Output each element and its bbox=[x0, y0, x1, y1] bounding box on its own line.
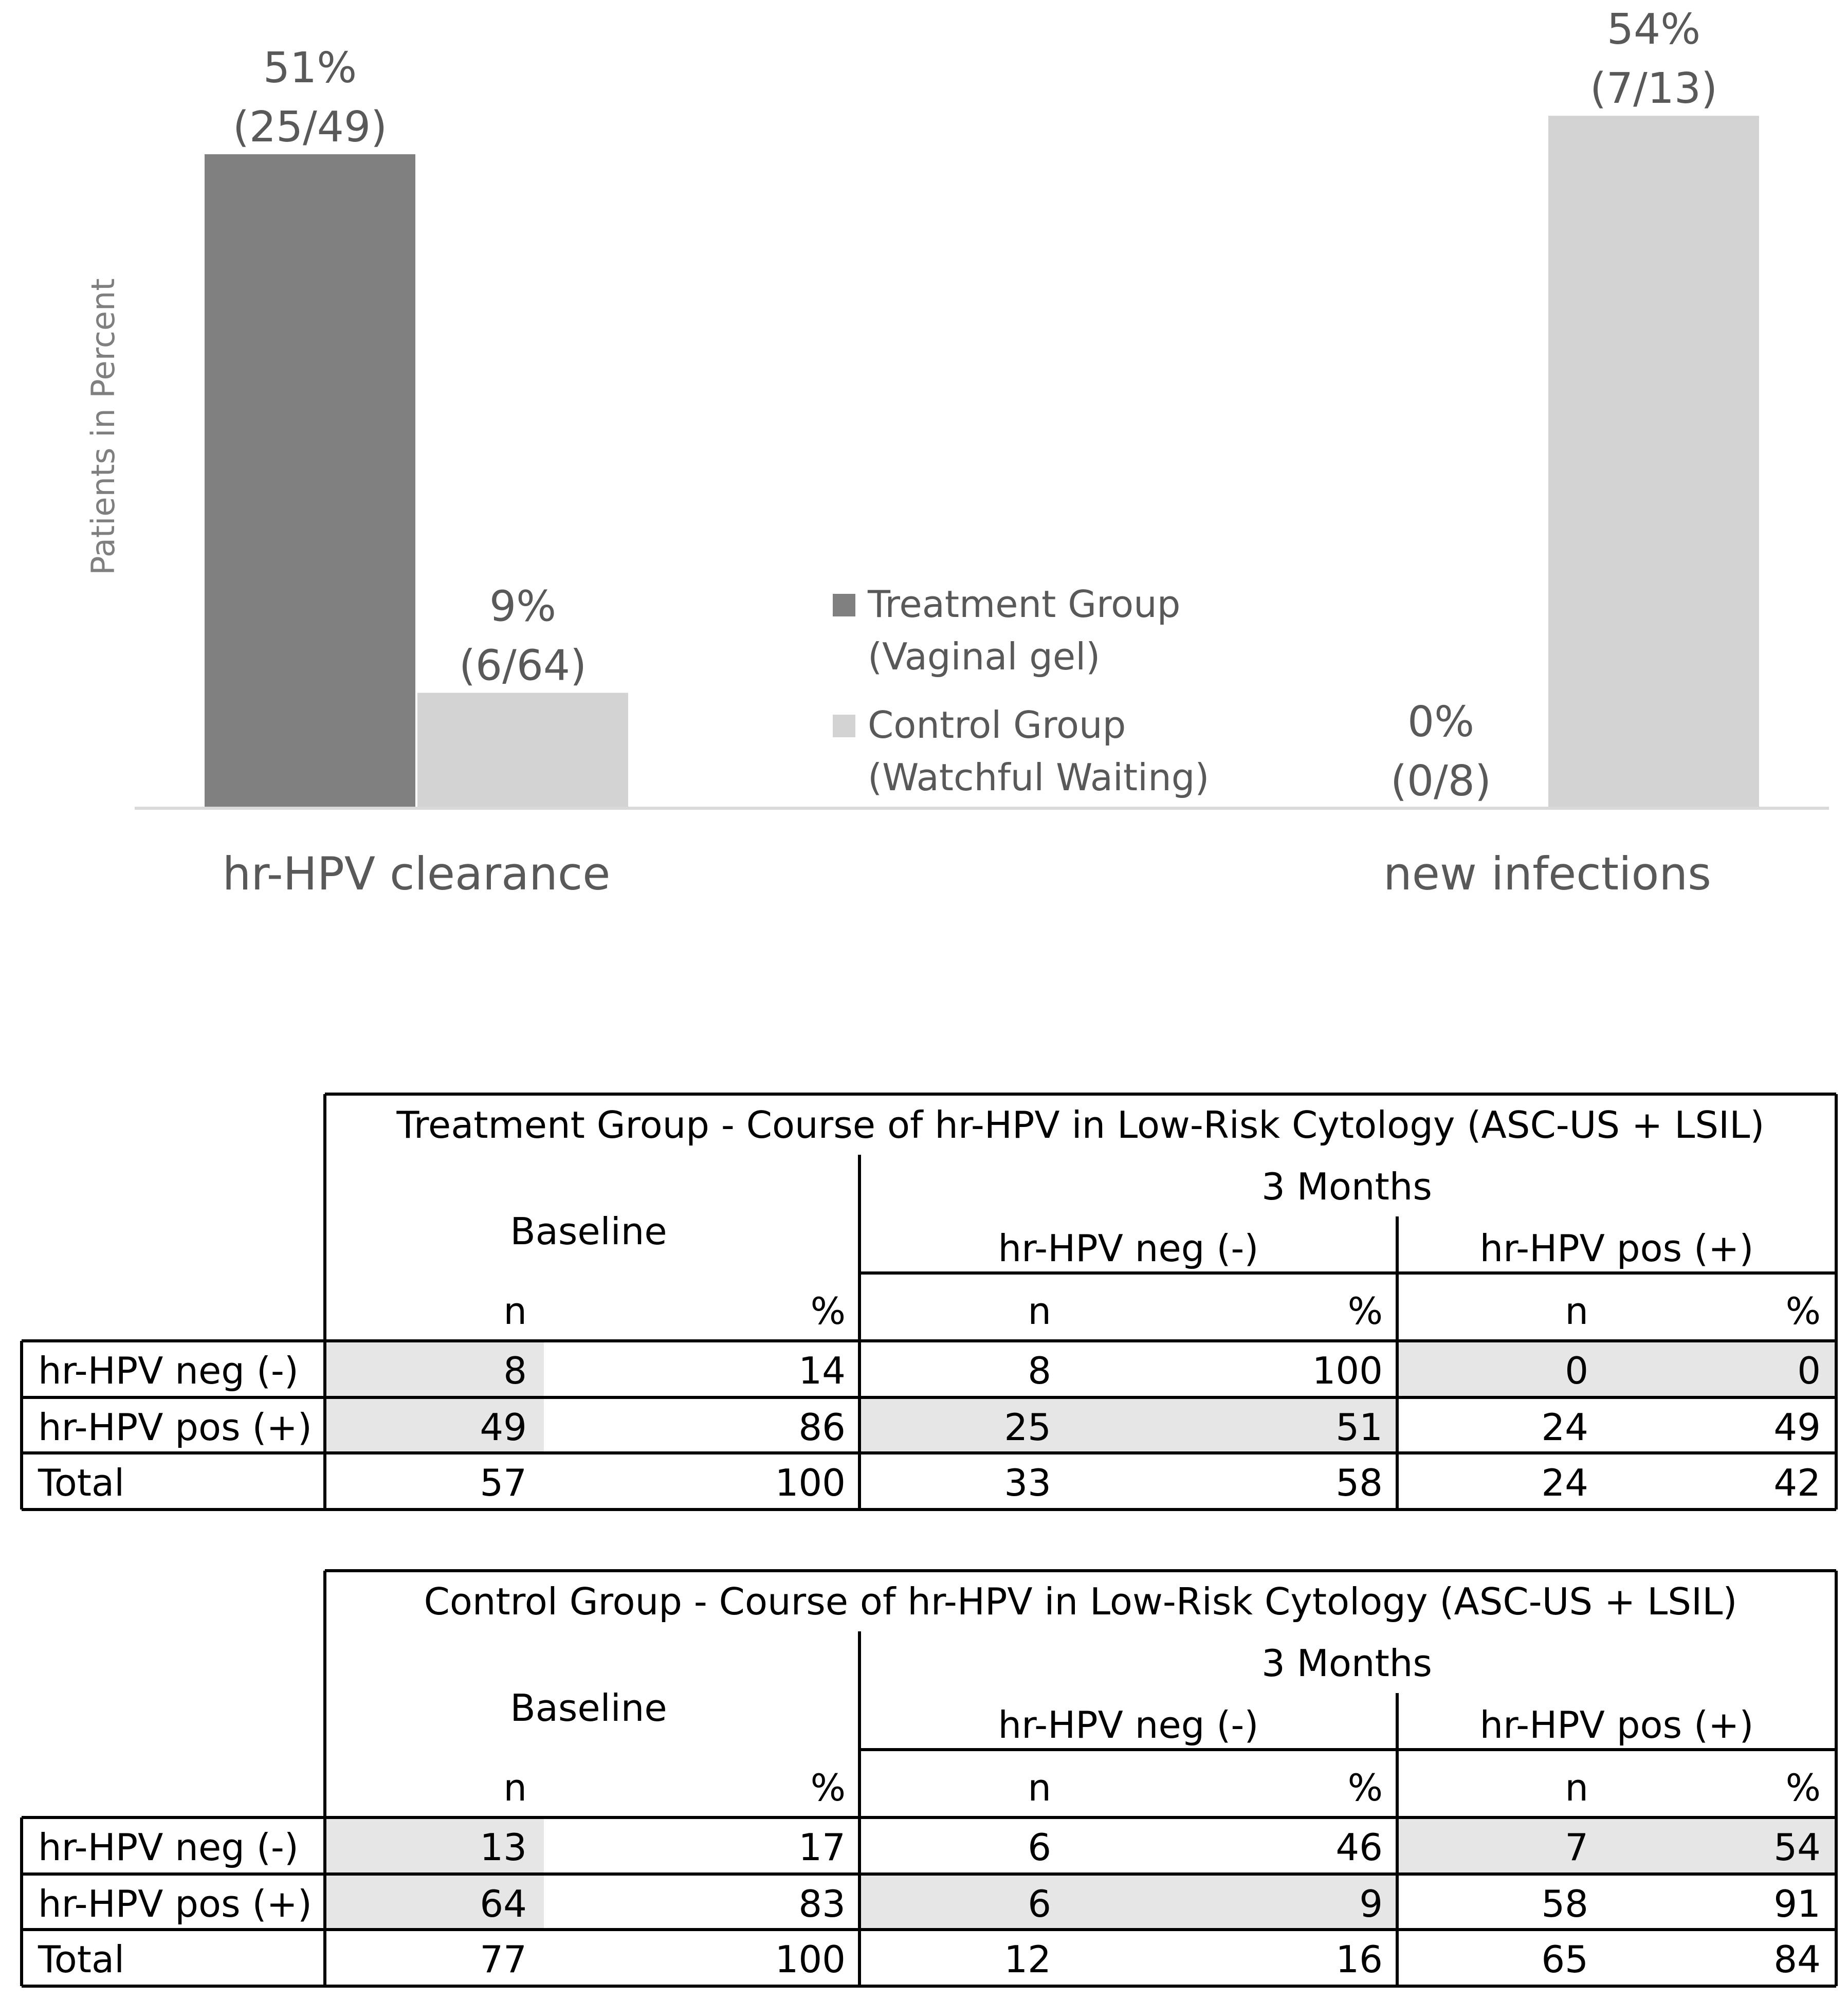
n-header: n bbox=[1565, 1289, 1588, 1333]
data-label-pct: 9% bbox=[489, 582, 557, 631]
cell-n: 13 bbox=[480, 1826, 527, 1869]
pct-header: % bbox=[1785, 1289, 1821, 1333]
baseline-header: Baseline bbox=[510, 1686, 667, 1730]
cell-shade bbox=[859, 1874, 1397, 1930]
control-table bbox=[22, 1571, 1836, 1986]
row-label: hr-HPV neg (-) bbox=[38, 1349, 299, 1392]
cell-shade bbox=[859, 1397, 1397, 1453]
row-label: Total bbox=[38, 1461, 125, 1504]
cell-pct: 91 bbox=[1773, 1882, 1821, 1925]
n-header: n bbox=[1565, 1766, 1588, 1809]
cell-pct: 16 bbox=[1335, 1938, 1383, 1981]
legend-label: Control Group bbox=[868, 703, 1126, 747]
cell-n: 65 bbox=[1541, 1938, 1588, 1981]
cell-shade bbox=[1397, 1817, 1836, 1873]
legend-label: (Watchful Waiting) bbox=[868, 756, 1210, 799]
cell-n: 24 bbox=[1541, 1461, 1588, 1504]
cell-pct: 54 bbox=[1773, 1826, 1821, 1869]
cell-n: 0 bbox=[1565, 1349, 1588, 1392]
cell-n: 8 bbox=[503, 1349, 527, 1392]
cell-pct: 51 bbox=[1335, 1406, 1383, 1449]
cell-pct: 46 bbox=[1335, 1826, 1383, 1869]
3-months-header: 3 Months bbox=[1261, 1642, 1432, 1685]
cell-n: 8 bbox=[1028, 1349, 1051, 1392]
y-axis-label: Patients in Percent bbox=[84, 278, 122, 575]
cell-n: 58 bbox=[1541, 1882, 1588, 1925]
cell-pct: 83 bbox=[798, 1882, 846, 1925]
cell-pct: 49 bbox=[1773, 1406, 1821, 1449]
cell-pct: 100 bbox=[1312, 1349, 1383, 1392]
cell-n: 7 bbox=[1565, 1826, 1588, 1869]
treatment-table bbox=[22, 1094, 1836, 1510]
pos-header: hr-HPV pos (+) bbox=[1479, 1227, 1754, 1270]
data-label-pct: 0% bbox=[1407, 698, 1475, 747]
cell-pct: 100 bbox=[775, 1938, 846, 1981]
row-label: hr-HPV pos (+) bbox=[38, 1406, 312, 1449]
cell-pct: 0 bbox=[1797, 1349, 1821, 1392]
x-tick-label: hr-HPV clearance bbox=[222, 847, 611, 900]
n-header: n bbox=[1028, 1289, 1051, 1333]
pct-header: % bbox=[810, 1766, 846, 1809]
row-label: hr-HPV pos (+) bbox=[38, 1882, 312, 1925]
table-title: Control Group - Course of hr-HPV in Low-Risk Cytology (ASC-US + LSIL) bbox=[424, 1580, 1737, 1623]
pct-header: % bbox=[1785, 1766, 1821, 1809]
neg-header: hr-HPV neg (-) bbox=[998, 1703, 1259, 1747]
cell-pct: 9 bbox=[1359, 1882, 1383, 1925]
data-label-count: (25/49) bbox=[232, 103, 388, 152]
cell-pct: 58 bbox=[1335, 1461, 1383, 1504]
pos-header: hr-HPV pos (+) bbox=[1479, 1703, 1754, 1747]
data-label-count: (7/13) bbox=[1589, 64, 1718, 114]
table-title: Treatment Group - Course of hr-HPV in Low-Risk Cytology (ASC-US + LSIL) bbox=[396, 1103, 1765, 1147]
cell-pct: 17 bbox=[798, 1826, 846, 1869]
legend-label: Treatment Group bbox=[868, 583, 1181, 626]
cell-n: 6 bbox=[1028, 1882, 1051, 1925]
3-months-header: 3 Months bbox=[1261, 1165, 1432, 1208]
row-label: hr-HPV neg (-) bbox=[38, 1826, 299, 1869]
cell-pct: 84 bbox=[1773, 1938, 1821, 1981]
cell-n: 6 bbox=[1028, 1826, 1051, 1869]
cell-n: 25 bbox=[1004, 1406, 1051, 1449]
neg-header: hr-HPV neg (-) bbox=[998, 1227, 1259, 1270]
pct-header: % bbox=[1347, 1766, 1383, 1809]
x-tick-label: new infections bbox=[1383, 847, 1711, 900]
pct-header: % bbox=[1347, 1289, 1383, 1333]
baseline-header: Baseline bbox=[510, 1210, 667, 1253]
cell-pct: 42 bbox=[1773, 1461, 1821, 1504]
n-header: n bbox=[503, 1289, 527, 1333]
data-label-count: (0/8) bbox=[1390, 757, 1491, 806]
cell-n: 24 bbox=[1541, 1406, 1588, 1449]
legend-label: (Vaginal gel) bbox=[868, 635, 1101, 678]
row-label: Total bbox=[38, 1938, 125, 1981]
cell-n: 33 bbox=[1004, 1461, 1051, 1504]
pct-header: % bbox=[810, 1289, 846, 1333]
n-header: n bbox=[1028, 1766, 1051, 1809]
cell-n: 64 bbox=[480, 1882, 527, 1925]
data-label-count: (6/64) bbox=[459, 641, 587, 690]
data-label-pct: 51% bbox=[263, 44, 357, 93]
n-header: n bbox=[503, 1766, 527, 1809]
cell-shade bbox=[1397, 1341, 1836, 1396]
data-label-pct: 54% bbox=[1606, 5, 1701, 54]
cell-n: 57 bbox=[480, 1461, 527, 1504]
cell-n: 12 bbox=[1004, 1938, 1051, 1981]
cell-n: 77 bbox=[480, 1938, 527, 1981]
cell-n: 49 bbox=[480, 1406, 527, 1449]
cell-pct: 86 bbox=[798, 1406, 846, 1449]
cell-pct: 100 bbox=[775, 1461, 846, 1504]
cell-pct: 14 bbox=[798, 1349, 846, 1392]
